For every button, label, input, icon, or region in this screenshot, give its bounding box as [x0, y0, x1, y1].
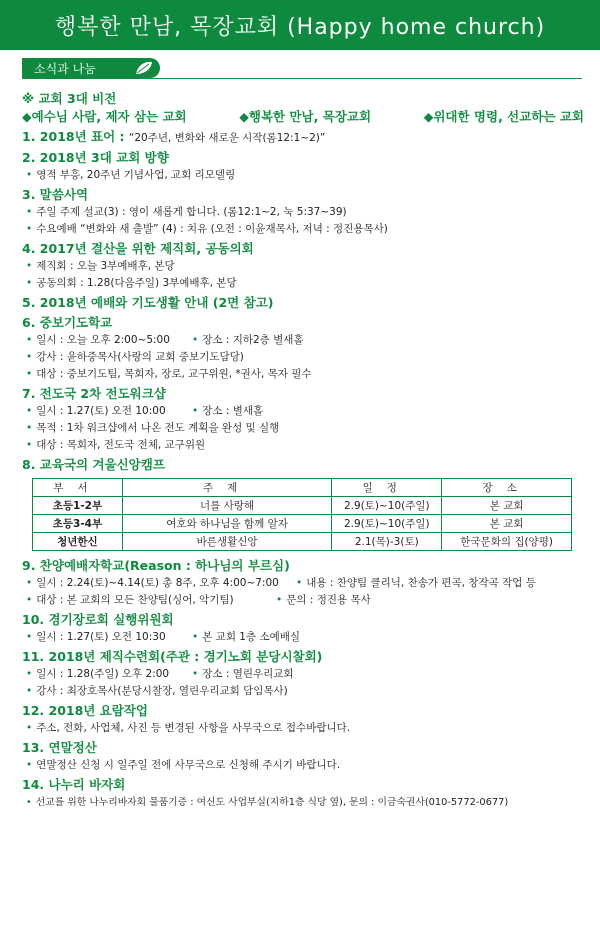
section-1 — [22, 128, 584, 147]
list-item: • 주소, 전화, 사업체, 사진 등 변경된 사항을 사무국으로 접수바랍니다. — [26, 722, 351, 734]
section-heading: 14. 나누리 바자회 — [22, 777, 126, 792]
camp-table — [32, 478, 572, 551]
vision-title: ※ 교회 3대 비전 — [22, 91, 117, 106]
list-item: • 공동의회 : 1.28(다음주일) 3부예배후, 본당 — [26, 277, 237, 289]
list-item: • 선교를 위한 나누리바자회 물품기증 : 여신도 사업부실(지하1층 식당 옆), 문의 : 이금숙권사(010-5772-0677) — [26, 797, 509, 808]
table-row — [33, 515, 572, 533]
section-heading: 12. 2018년 요람작업 — [22, 703, 149, 718]
vision-item: ◆위대한 명령, 선교하는 교회 — [423, 109, 584, 124]
list-item: • 목적 : 1차 워크샵에서 나온 전도 계획을 완성 및 실행 — [26, 422, 280, 434]
vision-list — [22, 108, 584, 126]
section-heading: 4. 2017년 결산을 위한 제직회, 공동의회 — [22, 241, 254, 256]
column-header: 장소 — [442, 479, 572, 497]
list-item: • 일시 : 오늘 오후 2:00~5:00 • 장소 : 지하2층 별새홀 — [26, 334, 304, 346]
news-content — [22, 88, 584, 811]
list-item: • 수요예배 “변화와 새 출발” (4) : 치유 (오전 : 이윤재목사, 저녁 : 정진용목사) — [26, 223, 388, 235]
table-cell: 2.1(목)-3(토) — [332, 533, 442, 551]
section-tag — [22, 58, 160, 78]
list-item: • 강사 : 최장호목사(분당시찰장, 열린우리교회 담임목사) — [26, 685, 288, 697]
section-heading: 9. 찬양예배자학교(Reason : 하나님의 부르심) — [22, 558, 290, 573]
section-heading: 3. 말씀사역 — [22, 187, 89, 202]
leaf-icon — [134, 60, 154, 76]
page-banner — [0, 0, 600, 50]
section-heading: 7. 전도국 2차 전도워크샵 — [22, 386, 166, 401]
section-heading: 8. 교육국의 겨울신앙캠프 — [22, 457, 165, 472]
table-cell: 초등3-4부 — [33, 515, 123, 533]
list-item: • 일시 : 1.27(토) 오전 10:30 • 본 교회 1층 소예배실 — [26, 631, 301, 643]
section-heading: 2. 2018년 3대 교회 방향 — [22, 150, 169, 165]
table-cell: 바른생활신앙 — [122, 533, 332, 551]
section-heading: 5. 2018년 예배와 기도생활 안내 (2면 참고) — [22, 295, 274, 310]
list-item: • 연말정산 신청 시 일주일 전에 사무국으로 신청해 주시기 바랍니다. — [26, 759, 341, 771]
list-item: • 대상 : 중보기도팀, 목회자, 장로, 교구위원, *권사, 목자 필수 — [26, 368, 312, 380]
list-item: • 대상 : 목회자, 전도국 전체, 교구위원 — [26, 439, 206, 451]
list-item: • 대상 : 본 교회의 모든 찬양팀(싱어, 악기팀) • 문의 : 정진용 목사 — [26, 594, 371, 606]
list-item: • 주일 주제 설교(3) : 영이 새롭게 합니다. (롬12:1~2, 눅 5:37~39) — [26, 206, 347, 218]
table-cell: 한국문화의 집(양평) — [442, 533, 572, 551]
column-header: 일정 — [332, 479, 442, 497]
vision-item: ◆예수님 사람, 제자 삼는 교회 — [22, 109, 187, 124]
banner-title: 행복한 만남, 목장교회 (Happy home church) — [54, 14, 546, 40]
list-item: • 제직회 : 오늘 3부예배후, 본당 — [26, 260, 175, 272]
motto-text: “20주년, 변화와 새로운 시작(롬12:1~2)” — [128, 132, 326, 144]
table-cell: 청년한신 — [33, 533, 123, 551]
vision-item: ◆행복한 만남, 목장교회 — [239, 109, 372, 124]
table-header-row — [33, 479, 572, 497]
list-item: • 일시 : 1.27(토) 오전 10:00 • 장소 : 별새홀 — [26, 405, 264, 417]
section-heading: 11. 2018년 제직수련회(주관 : 경기노회 분당시찰회) — [22, 649, 323, 664]
section-heading: 10. 경기장로회 실행위원회 — [22, 612, 174, 627]
column-header: 주제 — [122, 479, 332, 497]
list-item: • 영적 부흥, 20주년 기념사업, 교회 리모델링 — [26, 169, 236, 181]
section-heading: 13. 연말정산 — [22, 740, 97, 755]
list-item: • 일시 : 2.24(토)~4.14(토) 총 8주, 오후 4:00~7:00 • 내용 : 찬양팀 클리닉, 찬송가 편곡, 창작곡 작업 등 — [26, 577, 536, 589]
table-cell: 여호와 하나님을 함께 알자 — [122, 515, 332, 533]
column-header: 부서 — [33, 479, 123, 497]
table-cell: 초등1-2부 — [33, 497, 123, 515]
divider — [22, 78, 582, 79]
section-heading: 1. 2018년 표어 : — [22, 129, 125, 144]
table-row — [33, 497, 572, 515]
table-cell: 너를 사랑해 — [122, 497, 332, 515]
table-row — [33, 533, 572, 551]
list-item: • 강사 : 윤하중목사(사랑의 교회 중보기도담당) — [26, 351, 244, 363]
table-cell: 본 교회 — [442, 497, 572, 515]
list-item: • 일시 : 1.28(주일) 오후 2:00 • 장소 : 열린우리교회 — [26, 668, 294, 680]
table-cell: 2.9(토)~10(주일) — [332, 497, 442, 515]
table-cell: 2.9(토)~10(주일) — [332, 515, 442, 533]
section-heading: 6. 중보기도학교 — [22, 315, 113, 330]
table-cell: 본 교회 — [442, 515, 572, 533]
tag-label: 소식과 나눔 — [34, 61, 96, 76]
